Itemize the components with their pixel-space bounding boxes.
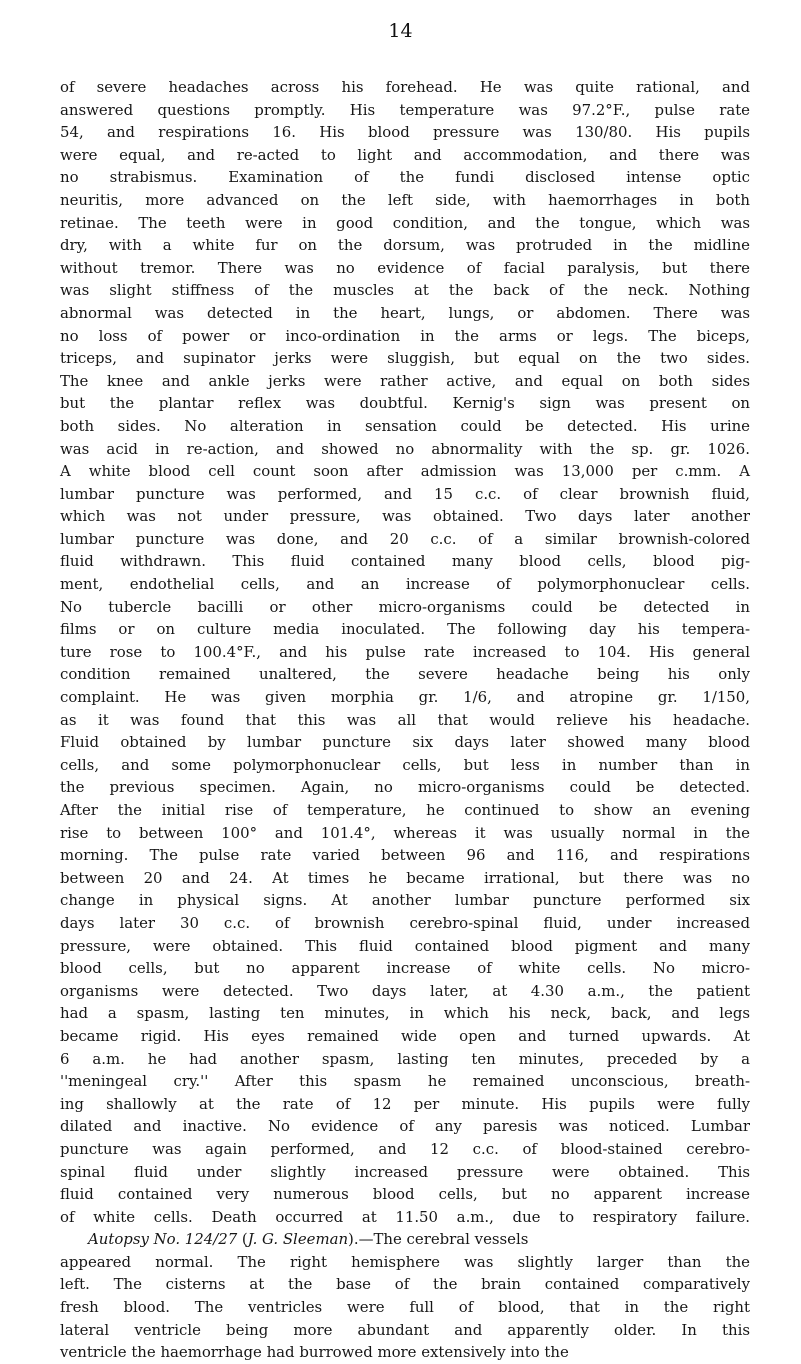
text-line: 54, and respirations 16. His blood pressure was 130/80. His pupils (60, 123, 750, 142)
text-line: ventricle the haemorrhage had burrowed more extensively into the (60, 1343, 569, 1362)
text-line: Fluid obtained by lumbar puncture six days later showed many blood (60, 733, 750, 752)
text-line: were equal, and re-acted to light and accommodation, and there was (60, 145, 750, 164)
text-line: fluid withdrawn. This fluid contained many blood cells, blood pig- (60, 552, 750, 571)
text-line: without tremor. There was no evidence of facial paralysis, but there (60, 258, 750, 277)
text-line: dry, with a white fur on the dorsum, was protruded in the midline (60, 236, 750, 255)
autopsy-author: J. G. Sleeman (247, 1230, 349, 1249)
text-line: abnormal was detected in the heart, lungs, or abdomen. There was (60, 303, 750, 322)
text-line: between 20 and 24. At times he became irrational, but there was no (60, 868, 750, 887)
text-line: left. The cisterns at the base of the brain contained comparatively (60, 1275, 750, 1294)
text-line: rise to between 100° and 101.4°, whereas it was usually normal in the (60, 823, 750, 842)
text-line: but the plantar reflex was doubtful. Kernig's sign was present on (60, 394, 750, 413)
autopsy-label: Autopsy No. 124/27 (88, 1230, 238, 1249)
text-line: films or on culture media inoculated. The following day his tempera- (60, 620, 750, 639)
text-line: appeared normal. The right hemisphere was slightly larger than the (60, 1252, 750, 1271)
text-line: of severe headaches across his forehead. He was quite rational, and (60, 78, 750, 96)
text-line: both sides. No alteration in sensation could be detected. His urine (60, 416, 750, 435)
text-line: triceps, and supinator jerks were sluggish, but equal on the two sides. (60, 349, 750, 368)
text-line: pressure, were obtained. This fluid contained blood pigment and many (60, 936, 750, 955)
text-line: had a spasm, lasting ten minutes, in which his neck, back, and legs (60, 1004, 750, 1023)
text-line: dilated and inactive. No evidence of any paresis was noticed. Lumbar (60, 1117, 750, 1136)
text-line: ture rose to 100.4°F., and his pulse rate increased to 104. His general (60, 642, 750, 661)
text-line: ment, endothelial cells, and an increase of polymorphonuclear cells. (60, 575, 750, 594)
text-line: became rigid. His eyes remained wide open and turned upwards. At (60, 1026, 750, 1045)
text-line: days later 30 c.c. of brownish cerebro-spinal fluid, under increased (60, 913, 750, 932)
text-line: no loss of power or inco-ordination in the arms or legs. The biceps, (60, 326, 750, 345)
text-line: 6 a.m. he had another spasm, lasting ten minutes, preceded by a (60, 1049, 750, 1068)
body-text (60, 76, 750, 1364)
text-line: A white blood cell count soon after admission was 13,000 per c.mm. A (60, 462, 750, 481)
text-line: complaint. He was given morphia gr. 1/6, and atropine gr. 1/150, (60, 688, 750, 707)
text-line: organisms were detected. Two days later, at 4.30 a.m., the patient (60, 981, 750, 1000)
text-line: fluid contained very numerous blood cells, but no apparent increase (60, 1185, 750, 1204)
text-line: neuritis, more advanced on the left side, with haemorrhages in both (60, 190, 750, 209)
text-line: was acid in re-action, and showed no abnormality with the sp. gr. 1026. (60, 439, 750, 458)
text-line: After the initial rise of temperature, he continued to show an evening (60, 801, 750, 819)
text-line: lumbar puncture was done, and 20 c.c. of a similar brownish-colored (60, 529, 750, 548)
autopsy-rest: ).—The cerebral vessels (348, 1230, 529, 1249)
text-line: the previous specimen. Again, no micro-organisms could be detected. (60, 778, 750, 797)
text-line: blood cells, but no apparent increase of white cells. No micro- (60, 959, 750, 978)
text-line: lumbar puncture was performed, and 15 c.c. of clear brownish fluid, (60, 484, 750, 503)
text-line: change in physical signs. At another lumbar puncture performed six (60, 891, 750, 910)
text-line: puncture was again performed, and 12 c.c. of blood-stained cerebro- (60, 1139, 750, 1158)
page-number: 14 (388, 20, 413, 42)
autopsy-open-paren: ( (237, 1230, 248, 1249)
text-line: ing shallowly at the rate of 12 per minute. His pupils were fully (60, 1094, 750, 1113)
text-line: which was not under pressure, was obtained. Two days later another (60, 507, 750, 526)
text-line: spinal fluid under slightly increased pressure were obtained. This (60, 1162, 750, 1181)
text-line: of white cells. Death occurred at 11.50 a.m., due to respiratory failure. (60, 1207, 750, 1226)
text-line: ''meningeal cry.'' After this spasm he remained unconscious, breath- (60, 1072, 750, 1091)
text-line: morning. The pulse rate varied between 96 and 116, and respirations (60, 846, 750, 865)
text-line: was slight stiffness of the muscles at the back of the neck. Nothing (60, 281, 750, 300)
text-line (60, 1228, 750, 1251)
text-line: The knee and ankle jerks were rather active, and equal on both sides (60, 371, 750, 390)
text-line: cells, and some polymorphonuclear cells, but less in number than in (60, 755, 750, 774)
text-line: No tubercle bacilli or other micro-organisms could be detected in (60, 597, 750, 616)
text-line: no strabismus. Examination of the fundi disclosed intense optic (60, 168, 750, 187)
text-line: retinae. The teeth were in good condition, and the tongue, which was (60, 213, 750, 232)
text-line: as it was found that this was all that would relieve his headache. (60, 710, 750, 729)
text-line: answered questions promptly. His temperature was 97.2°F., pulse rate (60, 100, 750, 119)
text-line: lateral ventricle being more abundant and apparently older. In this (60, 1320, 750, 1339)
text-line: fresh blood. The ventricles were full of blood, that in the right (60, 1298, 750, 1317)
text-line: condition remained unaltered, the severe headache being his only (60, 665, 750, 684)
